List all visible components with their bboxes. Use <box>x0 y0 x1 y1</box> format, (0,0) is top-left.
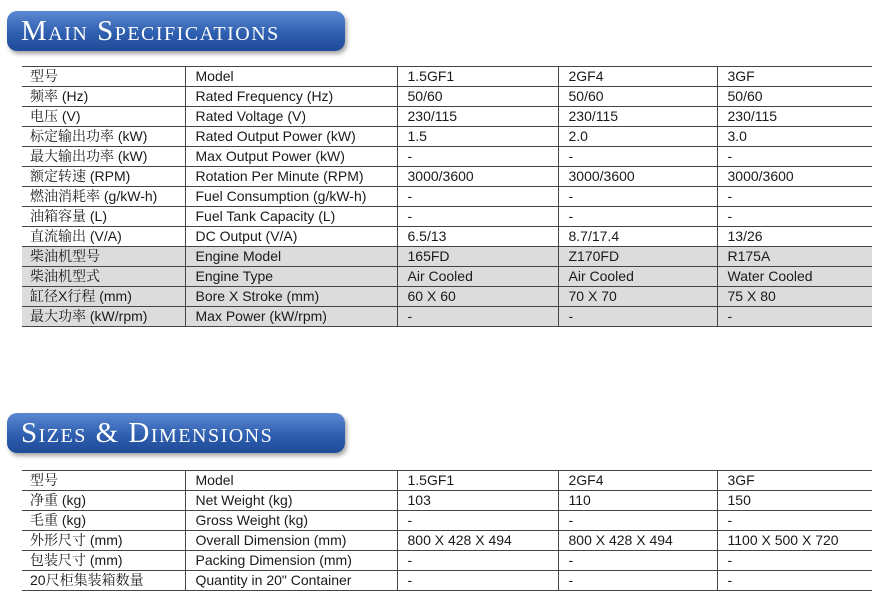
value-cell-model-3: - <box>717 207 872 227</box>
table-row <box>22 267 872 287</box>
value-cell-model-2: 3000/3600 <box>558 167 717 187</box>
value-cell-model-1: 1.5GF1 <box>397 471 558 491</box>
value-cell-model-3: 50/60 <box>717 87 872 107</box>
value-cell-model-1: - <box>397 551 558 571</box>
chinese-label-cell: 标定输出功率 (kW) <box>22 127 185 147</box>
value-cell-model-2: - <box>558 551 717 571</box>
value-cell-model-2: - <box>558 187 717 207</box>
sizes-dimensions-heading: Sizes & Dimensions <box>7 413 345 453</box>
english-label-cell: Quantity in 20" Container <box>185 571 397 591</box>
english-label-cell: Bore X Stroke (mm) <box>185 287 397 307</box>
english-label-cell: Max Output Power (kW) <box>185 147 397 167</box>
chinese-label-cell: 缸径X行程 (mm) <box>22 287 185 307</box>
value-cell-model-1: 230/115 <box>397 107 558 127</box>
table-row <box>22 511 872 531</box>
chinese-label-cell: 电压 (V) <box>22 107 185 127</box>
value-cell-model-1: - <box>397 511 558 531</box>
value-cell-model-1: 60 X 60 <box>397 287 558 307</box>
value-cell-model-3: - <box>717 147 872 167</box>
english-label-cell: Engine Model <box>185 247 397 267</box>
chinese-label-cell: 柴油机型号 <box>22 247 185 267</box>
chinese-label-cell: 燃油消耗率 (g/kW-h) <box>22 187 185 207</box>
value-cell-model-2: 8.7/17.4 <box>558 227 717 247</box>
table-row <box>22 247 872 267</box>
english-label-cell: Fuel Consumption (g/kW-h) <box>185 187 397 207</box>
value-cell-model-2: 230/115 <box>558 107 717 127</box>
chinese-label-cell: 净重 (kg) <box>22 491 185 511</box>
value-cell-model-1: 50/60 <box>397 87 558 107</box>
table-row <box>22 87 872 107</box>
value-cell-model-3: 3GF <box>717 67 872 87</box>
table-row <box>22 107 872 127</box>
value-cell-model-1: 103 <box>397 491 558 511</box>
table-row <box>22 571 872 591</box>
chinese-label-cell: 型号 <box>22 471 185 491</box>
value-cell-model-3: 13/26 <box>717 227 872 247</box>
chinese-label-cell: 油箱容量 (L) <box>22 207 185 227</box>
chinese-label-cell: 最大输出功率 (kW) <box>22 147 185 167</box>
value-cell-model-1: 1.5 <box>397 127 558 147</box>
english-label-cell: Net Weight (kg) <box>185 491 397 511</box>
value-cell-model-3: - <box>717 551 872 571</box>
chinese-label-cell: 包装尺寸 (mm) <box>22 551 185 571</box>
table-row <box>22 551 872 571</box>
english-label-cell: Gross Weight (kg) <box>185 511 397 531</box>
english-label-cell: Rated Voltage (V) <box>185 107 397 127</box>
main-specifications-heading: Main Specifications <box>7 11 345 51</box>
value-cell-model-3: 3000/3600 <box>717 167 872 187</box>
english-label-cell: Rotation Per Minute (RPM) <box>185 167 397 187</box>
value-cell-model-1: - <box>397 207 558 227</box>
chinese-label-cell: 毛重 (kg) <box>22 511 185 531</box>
chinese-label-cell: 额定转速 (RPM) <box>22 167 185 187</box>
chinese-label-cell: 外形尺寸 (mm) <box>22 531 185 551</box>
value-cell-model-3: R175A <box>717 247 872 267</box>
english-label-cell: Fuel Tank Capacity (L) <box>185 207 397 227</box>
value-cell-model-2: 2GF4 <box>558 471 717 491</box>
table-row <box>22 491 872 511</box>
table-row <box>22 471 872 491</box>
value-cell-model-2: - <box>558 147 717 167</box>
table-row <box>22 531 872 551</box>
value-cell-model-2: - <box>558 207 717 227</box>
table-row <box>22 147 872 167</box>
sizes-dimensions-table <box>22 470 872 591</box>
value-cell-model-3: 75 X 80 <box>717 287 872 307</box>
value-cell-model-2: - <box>558 307 717 327</box>
chinese-label-cell: 最大功率 (kW/rpm) <box>22 307 185 327</box>
value-cell-model-2: Z170FD <box>558 247 717 267</box>
value-cell-model-2: Air Cooled <box>558 267 717 287</box>
english-label-cell: DC Output (V/A) <box>185 227 397 247</box>
value-cell-model-1: 165FD <box>397 247 558 267</box>
chinese-label-cell: 频率 (Hz) <box>22 87 185 107</box>
value-cell-model-1: 800 X 428 X 494 <box>397 531 558 551</box>
table-row <box>22 127 872 147</box>
chinese-label-cell: 柴油机型式 <box>22 267 185 287</box>
english-label-cell: Rated Frequency (Hz) <box>185 87 397 107</box>
value-cell-model-2: - <box>558 511 717 531</box>
value-cell-model-3: 150 <box>717 491 872 511</box>
value-cell-model-3: 230/115 <box>717 107 872 127</box>
value-cell-model-1: - <box>397 571 558 591</box>
value-cell-model-1: - <box>397 147 558 167</box>
english-label-cell: Packing Dimension (mm) <box>185 551 397 571</box>
value-cell-model-3: - <box>717 307 872 327</box>
value-cell-model-3: - <box>717 571 872 591</box>
value-cell-model-2: - <box>558 571 717 591</box>
value-cell-model-2: 2.0 <box>558 127 717 147</box>
english-label-cell: Engine Type <box>185 267 397 287</box>
value-cell-model-2: 2GF4 <box>558 67 717 87</box>
value-cell-model-1: 6.5/13 <box>397 227 558 247</box>
value-cell-model-2: 50/60 <box>558 87 717 107</box>
english-label-cell: Overall Dimension (mm) <box>185 531 397 551</box>
table-row <box>22 67 872 87</box>
table-row <box>22 187 872 207</box>
main-specifications-table <box>22 66 872 327</box>
value-cell-model-3: 3GF <box>717 471 872 491</box>
value-cell-model-1: 1.5GF1 <box>397 67 558 87</box>
value-cell-model-1: - <box>397 187 558 207</box>
table-row <box>22 287 872 307</box>
english-label-cell: Model <box>185 471 397 491</box>
table-row <box>22 227 872 247</box>
table-row <box>22 307 872 327</box>
value-cell-model-2: 70 X 70 <box>558 287 717 307</box>
table-row <box>22 207 872 227</box>
value-cell-model-3: 3.0 <box>717 127 872 147</box>
value-cell-model-2: 110 <box>558 491 717 511</box>
chinese-label-cell: 20尺柜集装箱数量 <box>22 571 185 591</box>
chinese-label-cell: 直流输出 (V/A) <box>22 227 185 247</box>
english-label-cell: Max Power (kW/rpm) <box>185 307 397 327</box>
value-cell-model-3: - <box>717 187 872 207</box>
english-label-cell: Model <box>185 67 397 87</box>
value-cell-model-3: 1100 X 500 X 720 <box>717 531 872 551</box>
value-cell-model-3: - <box>717 511 872 531</box>
value-cell-model-1: 3000/3600 <box>397 167 558 187</box>
value-cell-model-1: - <box>397 307 558 327</box>
value-cell-model-3: Water Cooled <box>717 267 872 287</box>
table-row <box>22 167 872 187</box>
value-cell-model-2: 800 X 428 X 494 <box>558 531 717 551</box>
english-label-cell: Rated Output Power (kW) <box>185 127 397 147</box>
value-cell-model-1: Air Cooled <box>397 267 558 287</box>
chinese-label-cell: 型号 <box>22 67 185 87</box>
